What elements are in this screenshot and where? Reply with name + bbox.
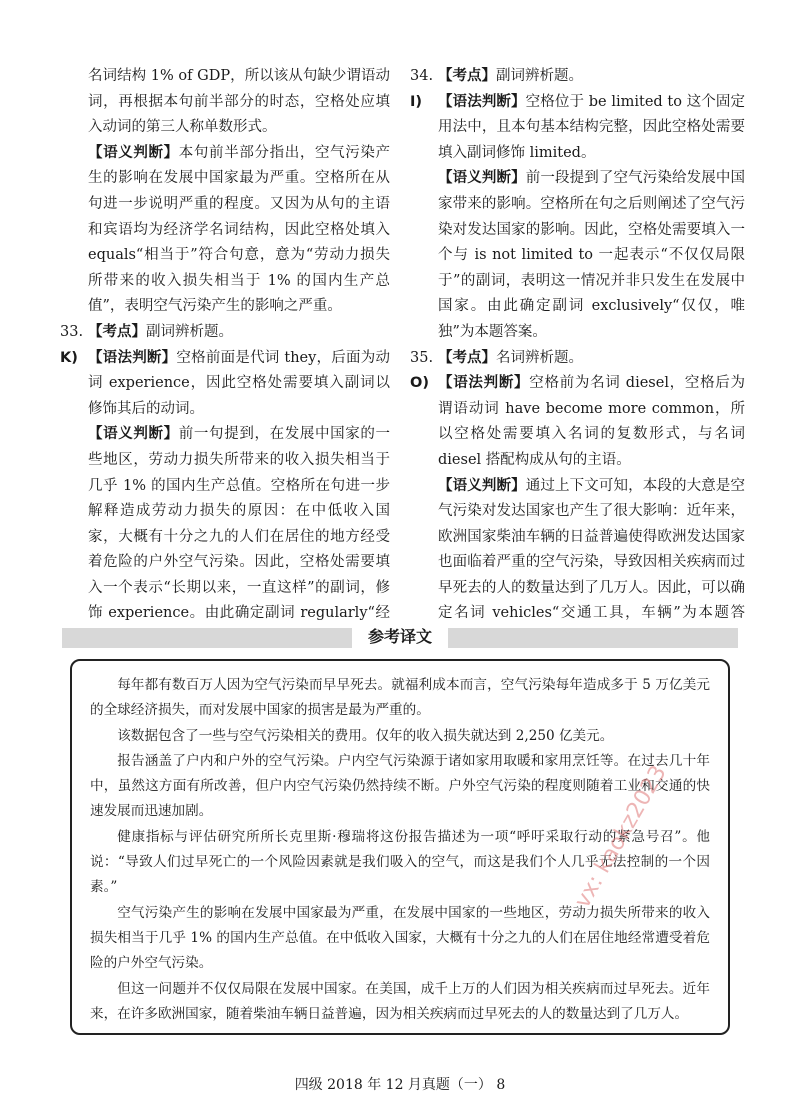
label-semantic: 【语义判断】 — [438, 170, 526, 187]
label-topic: 【考点】 — [438, 68, 496, 84]
label-grammar: 【语法判断】 — [88, 349, 177, 366]
question-number: 34. — [410, 68, 434, 84]
label-semantic: 【语义判断】 — [88, 426, 179, 443]
answer-k-semantic — [60, 422, 390, 652]
translation-paragraph: 健康指标与评估研究所所长克里斯·穆瑞将这份报告描述为一项“呼吁采取行动的紧急号召”。他说：“导致人们过早死亡的一个风险因素就是我们吸入的空气，而这是我们个人几乎无法控制的一个因素。” — [90, 828, 710, 896]
topic-text: 副词辨析题。 — [146, 323, 233, 340]
translation-box — [70, 659, 730, 1035]
label-topic: 【考点】 — [438, 349, 496, 366]
question-number: 33. — [60, 323, 84, 340]
topic-text: 名词辨析题。 — [496, 349, 583, 366]
semantic-text: 前一句提到，在发展中国家的一些地区，劳动力损失所带来的收入损失相当于几乎 1% 的国内生产总值。空格所在句进一步解释造成劳动力损失的原因：在中低收入国家，大概有十分之九的人们在居住的地方经受着危险的户外空气污染。因此，空格处需要填入一个表示“长期以来，一直这样”的副词，修饰 experience。由此确定副词 regularly“经 — [88, 426, 391, 622]
grammar-text: 空格前为名词 diesel，空格后为谓语动词 have become more common，所以空格处需要填入名词的复数形式，与名词 diesel 搭配构成从句的主语。 — [438, 375, 745, 468]
translation-paragraph: 空气污染产生的影响在发展中国家最为严重，在发展中国家的一些地区，劳动力损失所带来的收入损失相当于几乎 1% 的国内生产总值。在中低收入国家，大概有十分之九的人们在居住地经常遭受着危险的户外空气污染。 — [90, 904, 710, 972]
question-33-header — [60, 320, 390, 346]
grammar-text: 空格前面是代词 they，后面为动词 experience，因此空格处需要填入副词以修饰其后的动词。 — [88, 349, 390, 417]
grammar-text: 空格位于 be limited to 这个固定用法中，且本句基本结构完整，因此空格处需要填入副词修饰 limited。 — [438, 93, 746, 161]
answer-k-grammar — [60, 346, 390, 423]
right-column — [410, 64, 745, 653]
section-title: 参考译文 — [352, 624, 448, 650]
translation-paragraph: 但这一问题并不仅仅局限在发展中国家。在美国，成千上万的人们因为相关疾病而过早死去。近年来，在许多欧洲国家，随着柴油车辆日益普遍，因为相关疾病而过早死去的人的数量达到了几万人。 — [90, 980, 710, 1022]
question-34-header — [410, 64, 745, 90]
text-semantic-32: 本句前半部分指出，空气污染产生的影响在发展中国家最为严重。空格所在从句进一步说明严重的程度。又因为从句的主语和宾语均为经济学名词结构，因此空格处填入 equals“相当于”符合句意，意为“劳动力损失所带来的收入损失相当于 1% 的国内生产总值”，表明空气污染产生的影响之严重。 — [88, 144, 391, 315]
translation-paragraph: 该数据包含了一些与空气污染相关的费用。仅年的收入损失就达到 2,250 亿美元。 — [117, 727, 614, 744]
answer-letter: I) — [410, 93, 423, 110]
paragraph-grammar-continuation: 名词结构 1% of GDP，所以该从句缺少谓语动词，再根据本句前半部分的时态，空格处应填入动词的第三人称单数形式。 — [88, 68, 390, 136]
semantic-text: 前一段提到了空气污染给发展中国家带来的影响。空格所在句之后则阐述了空气污染对发达国家的影响。因此，空格处需要填入一个与 is not limited to 一起表示“不仅仅局限于”的副词，表明这一情况并非只发生在发展中国家。由此确定副词 exclusively“仅仅，唯独”为本题答案。 — [438, 170, 745, 340]
paragraph-semantic-32 — [60, 141, 390, 320]
page-footer: 四级 2018 年 12 月真题（一） 8 — [294, 1077, 506, 1093]
answer-i-grammar — [410, 90, 745, 167]
watermark: vx: kaokz2023 — [570, 761, 672, 913]
label-topic: 【考点】 — [88, 323, 146, 340]
question-35-header — [410, 346, 745, 372]
question-number: 35. — [410, 349, 434, 366]
label-semantic: 【语义判断】 — [438, 477, 526, 494]
label-semantic: 【语义判断】 — [88, 144, 179, 161]
answer-letter: K) — [60, 349, 78, 366]
label-grammar: 【语法判断】 — [438, 375, 530, 392]
answer-i-semantic — [410, 166, 745, 345]
answer-letter: O) — [410, 375, 429, 392]
translation-paragraph: 每年都有数百万人因为空气污染而早早死去。就福利成本而言，空气污染每年造成多于 5 万亿美元的全球经济损失，而对发展中国家的损害是最为严重的。 — [90, 677, 710, 719]
left-column — [60, 64, 390, 653]
answer-o-grammar — [410, 371, 745, 473]
answer-o-semantic — [410, 474, 745, 653]
topic-text: 副词辨析题。 — [496, 68, 583, 84]
semantic-text: 通过上下文可知，本段的大意是空气污染对发达国家也产生了很大影响：近年来，欧洲国家柴油车辆的日益普遍使得欧洲发达国家也面临着严重的空气污染，导致因相关疾病而过早死去的人的数量达到了几万人。因此，可以确定名词 vehicles“交通工具，车辆”为本题答 — [438, 477, 745, 622]
label-grammar: 【语法判断】 — [438, 93, 526, 110]
translation-paragraph: 报告涵盖了户内和户外的空气污染。户内空气污染源于诸如家用取暖和家用烹饪等。在过去几十年中，虽然这方面有所改善，但户内空气污染仍然持续不断。户外空气污染的程度则随着工业和交通的快速发展而迅速加剧。 — [90, 752, 710, 820]
